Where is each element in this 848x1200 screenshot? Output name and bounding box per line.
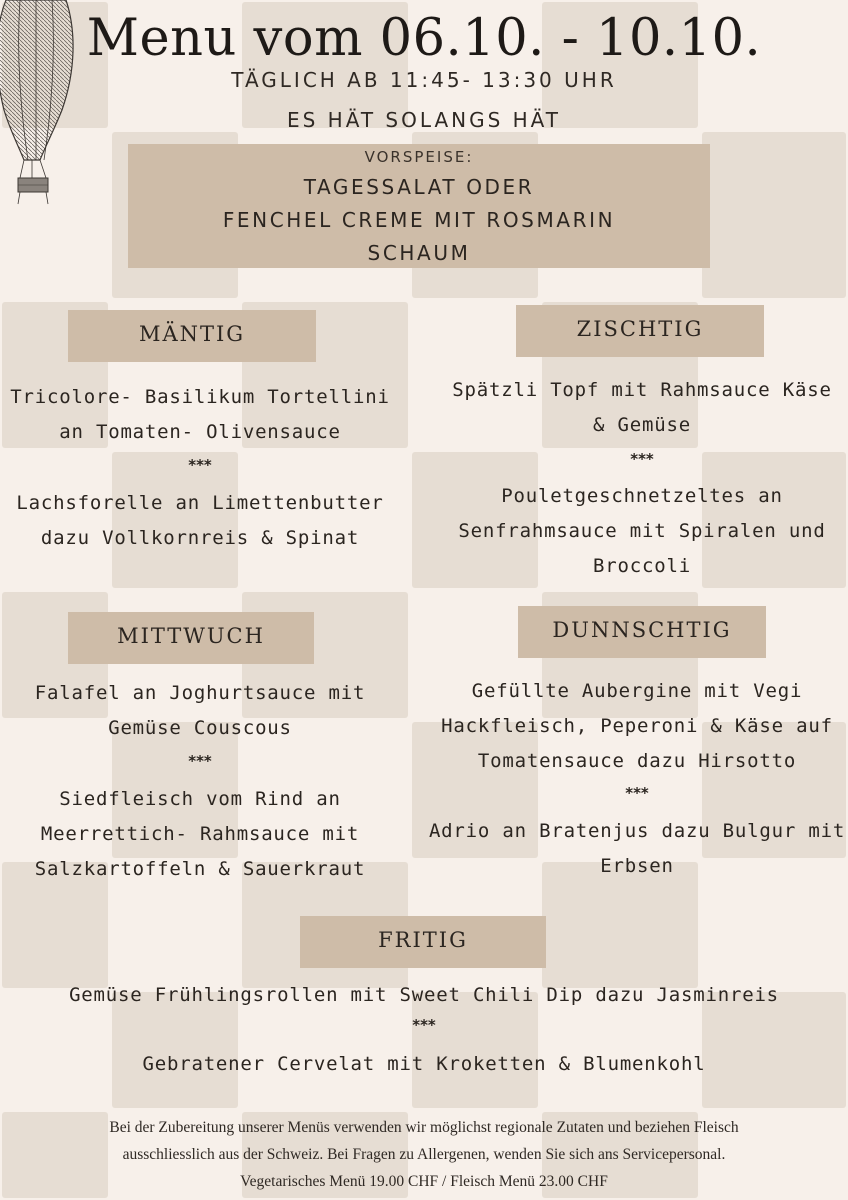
day-label-tuesday bbox=[516, 305, 764, 357]
dish-line: Pouletgeschnetzeltes an bbox=[501, 485, 783, 507]
availability-note: ES HÄT SOLANGS HÄT bbox=[286, 108, 562, 132]
dish-line: Lachsforelle an Limettenbutter bbox=[16, 492, 384, 514]
dish-line: dazu Vollkornreis & Spinat bbox=[40, 527, 360, 549]
dish-line: Adrio an Bratenjus dazu Bulgur mit bbox=[428, 820, 846, 842]
monday-dish-1 bbox=[0, 380, 400, 450]
dish-line: Falafel an Joghurtsauce mit bbox=[34, 682, 366, 704]
page-title: Menu vom 06.10. - 10.10. bbox=[86, 9, 762, 68]
dish-line: Erbsen bbox=[600, 855, 674, 877]
footer-line: Bei der Zubereitung unserer Menüs verwenden wir möglichst regionale Zutaten und beziehen Fleisch bbox=[109, 1119, 739, 1136]
day-label-text: MÄNTIG bbox=[138, 322, 246, 346]
footer-note bbox=[0, 1114, 848, 1195]
dish-line: Gemüse Couscous bbox=[108, 717, 292, 739]
dish-line: Siedfleisch vom Rind an bbox=[59, 788, 341, 810]
day-label-text: ZISCHTIG bbox=[576, 317, 704, 341]
footer-line: ausschliesslich aus der Schweiz. Bei Fragen zu Allergenen, wenden Sie sich ans Servicepersonal. bbox=[122, 1146, 726, 1163]
day-label-monday bbox=[68, 310, 316, 362]
dish-line: Gefüllte Aubergine mit Vegi bbox=[471, 680, 803, 702]
starter-line: SCHAUM bbox=[367, 241, 471, 265]
day-label-wednesday bbox=[68, 612, 314, 664]
dish-line: Spätzli Topf mit Rahmsauce Käse bbox=[452, 379, 832, 401]
dish-line: Tomatensauce dazu Hirsotto bbox=[477, 750, 797, 772]
price-line: Vegetarisches Menü 19.00 CHF / Fleisch Menü 23.00 CHF bbox=[240, 1173, 608, 1190]
dish-separator: *** bbox=[188, 752, 212, 770]
day-label-thursday bbox=[518, 606, 766, 658]
dish-line: Tricolore- Basilikum Tortellini bbox=[10, 386, 390, 408]
thursday-dish-1 bbox=[426, 674, 848, 779]
starter-label: VORSPEISE: bbox=[364, 148, 474, 166]
dish-line: Hackfleisch, Peperoni & Käse auf bbox=[441, 715, 833, 737]
dish-line: an Tomaten- Olivensauce bbox=[59, 421, 341, 443]
friday-dish-1 bbox=[0, 978, 848, 1013]
monday-dish-2 bbox=[0, 486, 400, 556]
friday-dish-2 bbox=[0, 1047, 848, 1082]
day-label-text: FRITIG bbox=[378, 928, 468, 952]
dish-line: Gebratener Cervelat mit Kroketten & Blumenkohl bbox=[142, 1053, 706, 1075]
dish-line: & Gemüse bbox=[593, 414, 691, 436]
starter-line: FENCHEL CREME MIT ROSMARIN bbox=[222, 208, 616, 232]
day-label-text: DUNNSCHTIG bbox=[552, 618, 732, 642]
dish-line: Gemüse Frühlingsrollen mit Sweet Chili Dip dazu Jasminreis bbox=[69, 984, 779, 1006]
dish-line: Meerrettich- Rahmsauce mit bbox=[40, 823, 360, 845]
dish-line: Senfrahmsauce mit Spiralen und bbox=[458, 520, 826, 542]
day-label-text: MITTWUCH bbox=[117, 624, 265, 648]
starter-line: TAGESSALAT ODER bbox=[303, 175, 535, 199]
day-label-friday bbox=[300, 916, 546, 968]
wednesday-dish-1 bbox=[0, 676, 400, 746]
opening-hours: TÄGLICH AB 11:45- 13:30 UHR bbox=[231, 68, 617, 92]
tuesday-dish-1 bbox=[436, 373, 848, 443]
wednesday-dish-2 bbox=[0, 782, 400, 887]
dish-separator: *** bbox=[630, 450, 654, 468]
dish-separator: *** bbox=[625, 784, 649, 802]
dish-line: Salzkartoffeln & Sauerkraut bbox=[34, 858, 366, 880]
dish-separator: *** bbox=[412, 1016, 436, 1034]
dish-separator: *** bbox=[188, 456, 212, 474]
dish-line: Broccoli bbox=[593, 555, 691, 577]
tuesday-dish-2 bbox=[436, 479, 848, 584]
thursday-dish-2 bbox=[426, 814, 848, 884]
starter-box bbox=[128, 144, 710, 268]
